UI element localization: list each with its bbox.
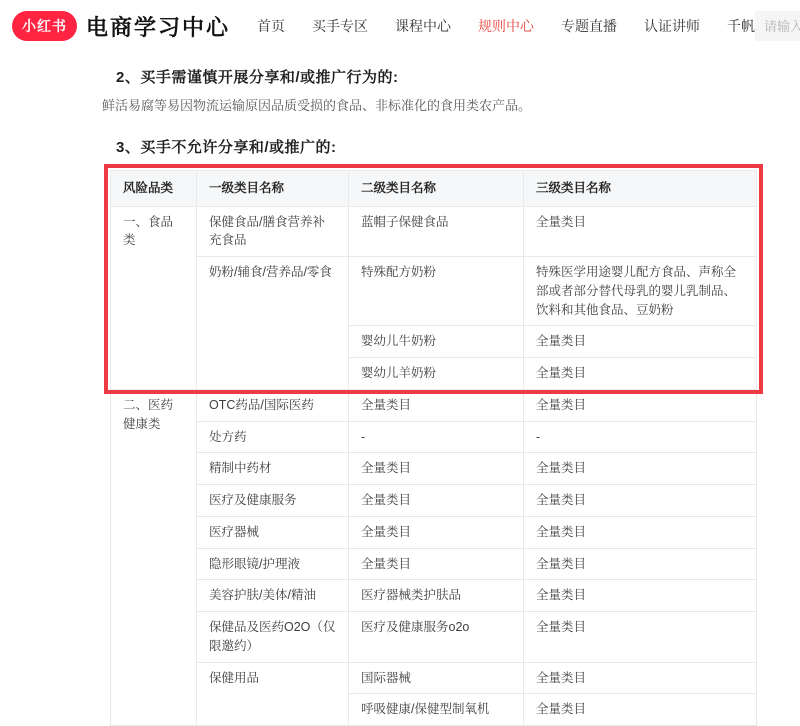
table-header-row [111, 170, 757, 206]
table-cell: 奶粉/辅食/营养品/零食 [197, 257, 349, 390]
table-cell: 全量类目 [524, 580, 757, 612]
table-cell: 医疗器械类护肤品 [349, 580, 524, 612]
table-cell: 全量类目 [524, 206, 757, 257]
table-cell: 全量类目 [524, 453, 757, 485]
table-cell: 医疗及健康服务o2o [349, 612, 524, 663]
table-cell: 全量类目 [524, 612, 757, 663]
table-cell: 呼吸健康/保健型制氧机 [349, 694, 524, 726]
nav-item-rule-center[interactable]: 规则中心 [478, 18, 535, 34]
table-cell: 全量类目 [524, 326, 757, 358]
table-cell: 医疗器械 [197, 516, 349, 548]
table-cell: 全量类目 [524, 485, 757, 517]
nav-item-home[interactable]: 首页 [257, 18, 286, 34]
table-cell: 保健品及医药O2O（仅限邀约） [197, 612, 349, 663]
table-row [111, 516, 757, 548]
table-cell: 全量类目 [524, 358, 757, 390]
top-header [0, 0, 800, 52]
col-header-level2-category: 二级类目名称 [349, 170, 524, 206]
table-cell: - [524, 421, 757, 453]
nav-item-course-center[interactable]: 课程中心 [395, 18, 452, 34]
table-row [111, 580, 757, 612]
site-title: 电商学习中心 [86, 14, 231, 40]
nav-item-live-topics[interactable]: 专题直播 [561, 18, 618, 34]
table-cell: 蓝帽子保健食品 [349, 206, 524, 257]
nav-item-buyer-zone[interactable]: 买手专区 [312, 18, 369, 34]
section-2-body: 鲜活易腐等易因物流运输原因品质受损的食品、非标准化的食用类农产品。 [102, 98, 532, 113]
table-wrap [110, 170, 757, 726]
table-cell: 美容护肤/美体/精油 [197, 580, 349, 612]
logo-text: 小红书 [22, 18, 67, 34]
main-nav [257, 16, 755, 36]
table-cell: 国际器械 [349, 662, 524, 694]
table-row [111, 662, 757, 694]
table-cell: 隐形眼镜/护理液 [197, 548, 349, 580]
nav-item-certified-lecturer[interactable]: 认证讲师 [644, 18, 701, 34]
table-row [111, 206, 757, 257]
table-cell: 婴幼儿牛奶粉 [349, 326, 524, 358]
table-row [111, 612, 757, 663]
table-row [111, 257, 757, 326]
col-header-level1-category: 一级类目名称 [197, 170, 349, 206]
col-header-risk-category: 风险品类 [111, 170, 197, 206]
table-cell: 全量类目 [524, 694, 757, 726]
table-cell: - [349, 421, 524, 453]
table-cell: 保健用品 [197, 662, 349, 726]
table-cell: 处方药 [197, 421, 349, 453]
table-row [111, 548, 757, 580]
table-cell: 二、医药健康类 [111, 389, 197, 725]
section-2-title: 2、买手需谨慎开展分享和/或推广行为的: [116, 69, 399, 86]
section-3-title: 3、买手不允许分享和/或推广的: [116, 138, 337, 156]
table-cell: 全量类目 [349, 485, 524, 517]
nav-item-qianfan[interactable]: 千帆 [727, 18, 756, 34]
table-cell: 特殊医学用途婴儿配方食品、声称全部或者部分替代母乳的婴儿乳制品、饮料和其他食品、豆奶粉 [524, 257, 757, 326]
table-cell: 全量类目 [349, 548, 524, 580]
table-cell: 全量类目 [524, 516, 757, 548]
table-row [111, 485, 757, 517]
risk-category-table [110, 170, 757, 726]
table-cell: 一、食品类 [111, 206, 197, 389]
table-row [111, 421, 757, 453]
table-cell: 全量类目 [349, 453, 524, 485]
table-row [111, 453, 757, 485]
table-body [111, 206, 757, 726]
table-cell: 全量类目 [349, 389, 524, 421]
table-cell: 全量类目 [524, 662, 757, 694]
table-row [111, 389, 757, 421]
table-cell: 全量类目 [524, 389, 757, 421]
table-cell: 全量类目 [524, 548, 757, 580]
table-cell: OTC药品/国际医药 [197, 389, 349, 421]
search-input[interactable] [755, 11, 800, 41]
table-cell: 特殊配方奶粉 [349, 257, 524, 326]
table-cell: 保健食品/膳食营养补充食品 [197, 206, 349, 257]
table-cell: 全量类目 [349, 516, 524, 548]
table-cell: 医疗及健康服务 [197, 485, 349, 517]
xiaohongshu-logo[interactable] [12, 11, 77, 41]
table-cell: 精制中药材 [197, 453, 349, 485]
col-header-level3-category: 三级类目名称 [524, 170, 757, 206]
table-cell: 婴幼儿羊奶粉 [349, 358, 524, 390]
